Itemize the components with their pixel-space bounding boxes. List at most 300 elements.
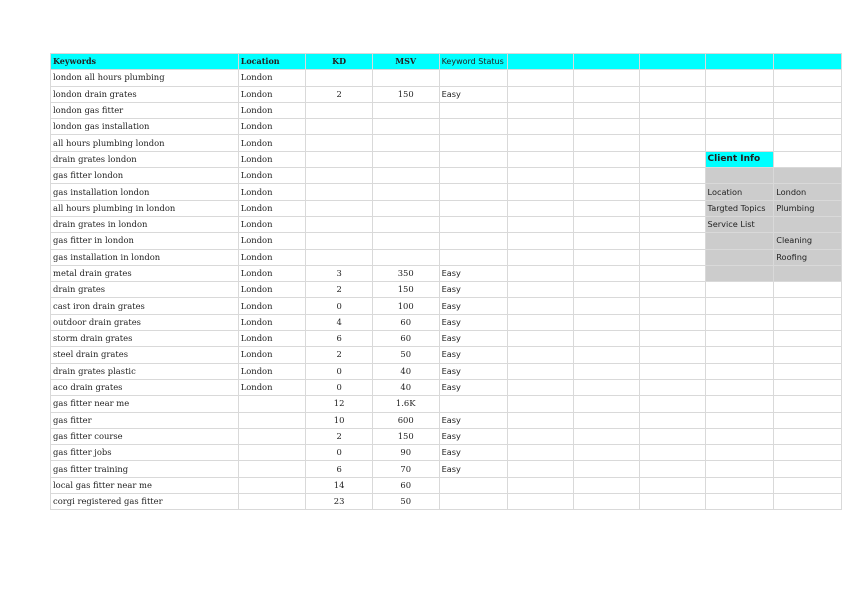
table-row (51, 184, 842, 200)
msv-cell[interactable] (372, 168, 439, 184)
cell[interactable] (774, 54, 842, 70)
cell[interactable] (639, 494, 705, 510)
cell[interactable] (705, 379, 774, 395)
msv-cell[interactable] (372, 102, 439, 118)
keyword-cell[interactable]: drain grates london (51, 151, 239, 167)
location-cell[interactable]: London (238, 347, 306, 363)
cell[interactable] (705, 119, 774, 135)
cell[interactable] (774, 396, 842, 412)
keyword-cell[interactable]: gas fitter london (51, 168, 239, 184)
cell[interactable] (574, 396, 640, 412)
client-info-label[interactable] (705, 233, 774, 249)
keyword-cell[interactable]: aco drain grates (51, 379, 239, 395)
header-location[interactable]: Location (238, 54, 306, 70)
location-cell[interactable]: London (238, 216, 306, 232)
status-cell[interactable] (439, 119, 508, 135)
cell[interactable] (705, 331, 774, 347)
cell[interactable] (574, 412, 640, 428)
keyword-cell[interactable]: drain grates in london (51, 216, 239, 232)
keyword-cell[interactable]: gas fitter near me (51, 396, 239, 412)
cell[interactable] (574, 445, 640, 461)
keyword-cell[interactable]: drain grates plastic (51, 363, 239, 379)
msv-cell[interactable]: 60 (372, 314, 439, 330)
keyword-cell[interactable]: gas installation london (51, 184, 239, 200)
cell[interactable] (639, 54, 705, 70)
keyword-cell[interactable]: all hours plumbing london (51, 135, 239, 151)
cell[interactable] (639, 396, 705, 412)
keyword-cell[interactable]: corgi registered gas fitter (51, 494, 239, 510)
msv-cell[interactable] (372, 70, 439, 86)
cell[interactable] (508, 200, 574, 216)
cell[interactable] (574, 86, 640, 102)
msv-cell[interactable]: 150 (372, 282, 439, 298)
cell[interactable] (508, 282, 574, 298)
cell[interactable] (574, 298, 640, 314)
cell[interactable] (508, 314, 574, 330)
location-cell[interactable]: London (238, 298, 306, 314)
kd-cell[interactable] (306, 119, 372, 135)
table-row (51, 102, 842, 118)
msv-cell[interactable] (372, 233, 439, 249)
cell[interactable] (774, 298, 842, 314)
cell[interactable] (639, 233, 705, 249)
cell[interactable] (574, 135, 640, 151)
cell[interactable] (574, 494, 640, 510)
client-info-value[interactable] (774, 265, 842, 281)
msv-cell[interactable] (372, 216, 439, 232)
cell[interactable] (774, 347, 842, 363)
location-cell[interactable]: London (238, 119, 306, 135)
cell[interactable] (705, 412, 774, 428)
kd-cell[interactable]: 0 (306, 363, 372, 379)
table-row (51, 86, 842, 102)
cell[interactable] (639, 298, 705, 314)
cell[interactable] (574, 477, 640, 493)
kd-cell[interactable]: 4 (306, 314, 372, 330)
table-row (51, 314, 842, 330)
client-info-label[interactable]: Location (705, 184, 774, 200)
msv-cell[interactable]: 100 (372, 298, 439, 314)
client-info-label[interactable] (705, 265, 774, 281)
header-keywords[interactable]: Keywords (51, 54, 239, 70)
cell[interactable] (574, 428, 640, 444)
status-cell[interactable] (439, 184, 508, 200)
kd-cell[interactable]: 0 (306, 379, 372, 395)
status-cell[interactable] (439, 135, 508, 151)
client-info-value[interactable]: Roofing (774, 249, 842, 265)
cell[interactable] (774, 314, 842, 330)
cell[interactable] (639, 379, 705, 395)
status-cell[interactable] (439, 168, 508, 184)
cell[interactable] (508, 135, 574, 151)
location-cell[interactable] (238, 461, 306, 477)
table-row (51, 331, 842, 347)
status-cell[interactable] (439, 477, 508, 493)
kd-cell[interactable] (306, 249, 372, 265)
cell[interactable] (639, 461, 705, 477)
client-info-value[interactable]: Plumbing (774, 200, 842, 216)
cell[interactable] (508, 331, 574, 347)
status-cell[interactable]: Easy (439, 379, 508, 395)
status-cell[interactable] (439, 216, 508, 232)
cell[interactable] (508, 265, 574, 281)
table-row (51, 200, 842, 216)
cell[interactable] (574, 200, 640, 216)
cell[interactable] (774, 379, 842, 395)
cell[interactable] (774, 86, 842, 102)
msv-cell[interactable]: 50 (372, 347, 439, 363)
kd-cell[interactable]: 0 (306, 298, 372, 314)
msv-cell[interactable]: 1.6K (372, 396, 439, 412)
cell[interactable] (705, 428, 774, 444)
status-cell[interactable]: Easy (439, 363, 508, 379)
cell[interactable] (774, 494, 842, 510)
cell[interactable] (774, 477, 842, 493)
status-cell[interactable]: Easy (439, 265, 508, 281)
location-cell[interactable]: London (238, 314, 306, 330)
keyword-cell[interactable]: local gas fitter near me (51, 477, 239, 493)
status-cell[interactable] (439, 151, 508, 167)
header-keyword-status[interactable]: Keyword Status (439, 54, 508, 70)
cell[interactable] (574, 233, 640, 249)
table-row (51, 379, 842, 395)
msv-cell[interactable] (372, 184, 439, 200)
cell[interactable] (774, 102, 842, 118)
client-info-value[interactable]: Cleaning (774, 233, 842, 249)
cell[interactable] (574, 265, 640, 281)
kd-cell[interactable]: 2 (306, 347, 372, 363)
cell[interactable] (508, 298, 574, 314)
keyword-cell[interactable]: gas fitter course (51, 428, 239, 444)
status-cell[interactable] (439, 396, 508, 412)
location-cell[interactable]: London (238, 184, 306, 200)
status-cell[interactable] (439, 200, 508, 216)
location-cell[interactable]: London (238, 233, 306, 249)
header-row (51, 54, 842, 70)
location-cell[interactable] (238, 428, 306, 444)
kd-cell[interactable]: 0 (306, 445, 372, 461)
kd-cell[interactable] (306, 70, 372, 86)
client-info-value[interactable] (774, 168, 842, 184)
status-cell[interactable]: Easy (439, 331, 508, 347)
client-info-title[interactable]: Client Info (705, 151, 774, 167)
cell[interactable] (508, 249, 574, 265)
cell[interactable] (639, 102, 705, 118)
cell[interactable] (705, 102, 774, 118)
msv-cell[interactable] (372, 151, 439, 167)
cell[interactable] (639, 135, 705, 151)
kd-cell[interactable]: 23 (306, 494, 372, 510)
kd-cell[interactable]: 2 (306, 428, 372, 444)
msv-cell[interactable]: 350 (372, 265, 439, 281)
cell[interactable] (574, 379, 640, 395)
cell[interactable] (639, 119, 705, 135)
client-info-label[interactable] (705, 168, 774, 184)
cell[interactable] (705, 298, 774, 314)
cell[interactable] (639, 200, 705, 216)
kd-cell[interactable] (306, 135, 372, 151)
table-row (51, 119, 842, 135)
cell[interactable] (705, 70, 774, 86)
status-cell[interactable]: Easy (439, 314, 508, 330)
cell[interactable] (705, 494, 774, 510)
location-cell[interactable]: London (238, 151, 306, 167)
cell[interactable] (574, 347, 640, 363)
keyword-cell[interactable]: steel drain grates (51, 347, 239, 363)
cell[interactable] (508, 184, 574, 200)
location-cell[interactable]: London (238, 265, 306, 281)
cell[interactable] (705, 86, 774, 102)
kd-cell[interactable]: 12 (306, 396, 372, 412)
cell[interactable] (639, 168, 705, 184)
cell[interactable] (639, 347, 705, 363)
kd-cell[interactable] (306, 200, 372, 216)
keyword-cell[interactable]: london gas installation (51, 119, 239, 135)
keyword-cell[interactable]: london gas fitter (51, 102, 239, 118)
cell[interactable] (639, 265, 705, 281)
location-cell[interactable]: London (238, 249, 306, 265)
cell[interactable] (774, 461, 842, 477)
location-cell[interactable] (238, 396, 306, 412)
cell[interactable] (639, 70, 705, 86)
kd-cell[interactable]: 3 (306, 265, 372, 281)
msv-cell[interactable] (372, 249, 439, 265)
table-row (51, 282, 842, 298)
table-row (51, 151, 842, 167)
cell[interactable] (774, 151, 842, 167)
cell[interactable] (508, 396, 574, 412)
cell[interactable] (508, 412, 574, 428)
cell[interactable] (639, 412, 705, 428)
location-cell[interactable]: London (238, 331, 306, 347)
status-cell[interactable] (439, 494, 508, 510)
cell[interactable] (639, 282, 705, 298)
keyword-cell[interactable]: metal drain grates (51, 265, 239, 281)
kd-cell[interactable]: 6 (306, 461, 372, 477)
client-info-label[interactable]: Targted Topics (705, 200, 774, 216)
kd-cell[interactable]: 2 (306, 282, 372, 298)
kd-cell[interactable] (306, 151, 372, 167)
status-cell[interactable] (439, 249, 508, 265)
msv-cell[interactable] (372, 135, 439, 151)
header-kd[interactable]: KD (306, 54, 372, 70)
cell[interactable] (574, 54, 640, 70)
cell[interactable] (705, 135, 774, 151)
cell[interactable] (639, 216, 705, 232)
keyword-cell[interactable]: london drain grates (51, 86, 239, 102)
kd-cell[interactable]: 10 (306, 412, 372, 428)
location-cell[interactable]: London (238, 135, 306, 151)
location-cell[interactable] (238, 445, 306, 461)
cell[interactable] (639, 249, 705, 265)
location-cell[interactable]: London (238, 102, 306, 118)
table-row (51, 233, 842, 249)
msv-cell[interactable]: 50 (372, 494, 439, 510)
cell[interactable] (508, 102, 574, 118)
status-cell[interactable]: Easy (439, 445, 508, 461)
cell[interactable] (774, 428, 842, 444)
location-cell[interactable] (238, 494, 306, 510)
cell[interactable] (705, 282, 774, 298)
cell[interactable] (508, 70, 574, 86)
cell[interactable] (705, 477, 774, 493)
keyword-cell[interactable]: gas fitter in london (51, 233, 239, 249)
location-cell[interactable]: London (238, 86, 306, 102)
cell[interactable] (508, 428, 574, 444)
status-cell[interactable]: Easy (439, 86, 508, 102)
cell[interactable] (508, 461, 574, 477)
cell[interactable] (639, 428, 705, 444)
cell[interactable] (705, 445, 774, 461)
cell[interactable] (574, 102, 640, 118)
msv-cell[interactable]: 600 (372, 412, 439, 428)
status-cell[interactable] (439, 102, 508, 118)
location-cell[interactable]: London (238, 282, 306, 298)
cell[interactable] (639, 151, 705, 167)
table-row (51, 445, 842, 461)
msv-cell[interactable]: 90 (372, 445, 439, 461)
location-cell[interactable]: London (238, 70, 306, 86)
cell[interactable] (574, 168, 640, 184)
status-cell[interactable]: Easy (439, 428, 508, 444)
kd-cell[interactable] (306, 168, 372, 184)
keyword-cell[interactable]: cast iron drain grates (51, 298, 239, 314)
table-row (51, 298, 842, 314)
cell[interactable] (574, 119, 640, 135)
cell[interactable] (574, 216, 640, 232)
cell[interactable] (574, 184, 640, 200)
cell[interactable] (508, 363, 574, 379)
status-cell[interactable]: Easy (439, 461, 508, 477)
cell[interactable] (574, 331, 640, 347)
msv-cell[interactable]: 40 (372, 379, 439, 395)
cell[interactable] (774, 70, 842, 86)
cell[interactable] (639, 314, 705, 330)
cell[interactable] (508, 347, 574, 363)
msv-cell[interactable]: 40 (372, 363, 439, 379)
location-cell[interactable]: London (238, 200, 306, 216)
msv-cell[interactable] (372, 119, 439, 135)
msv-cell[interactable]: 150 (372, 428, 439, 444)
client-info-value[interactable]: London (774, 184, 842, 200)
cell[interactable] (508, 216, 574, 232)
msv-cell[interactable]: 60 (372, 331, 439, 347)
cell[interactable] (774, 445, 842, 461)
cell[interactable] (705, 363, 774, 379)
keyword-cell[interactable]: gas fitter jobs (51, 445, 239, 461)
keyword-cell[interactable]: london all hours plumbing (51, 70, 239, 86)
cell[interactable] (774, 119, 842, 135)
cell[interactable] (508, 168, 574, 184)
status-cell[interactable]: Easy (439, 282, 508, 298)
table-row (51, 494, 842, 510)
kd-cell[interactable] (306, 233, 372, 249)
keyword-cell[interactable]: outdoor drain grates (51, 314, 239, 330)
location-cell[interactable] (238, 477, 306, 493)
cell[interactable] (508, 119, 574, 135)
kd-cell[interactable] (306, 184, 372, 200)
location-cell[interactable]: London (238, 379, 306, 395)
cell[interactable] (705, 54, 774, 70)
status-cell[interactable]: Easy (439, 298, 508, 314)
location-cell[interactable] (238, 412, 306, 428)
cell[interactable] (774, 363, 842, 379)
cell[interactable] (639, 331, 705, 347)
kd-cell[interactable]: 2 (306, 86, 372, 102)
client-info-label[interactable]: Service List (705, 216, 774, 232)
cell[interactable] (574, 249, 640, 265)
status-cell[interactable] (439, 70, 508, 86)
keyword-cell[interactable]: drain grates (51, 282, 239, 298)
cell[interactable] (774, 412, 842, 428)
cell[interactable] (705, 461, 774, 477)
location-cell[interactable]: London (238, 168, 306, 184)
keyword-cell[interactable]: gas fitter (51, 412, 239, 428)
keyword-cell[interactable]: gas installation in london (51, 249, 239, 265)
cell[interactable] (774, 282, 842, 298)
header-msv[interactable]: MSV (372, 54, 439, 70)
keyword-cell[interactable]: all hours plumbing in london (51, 200, 239, 216)
cell[interactable] (639, 184, 705, 200)
cell[interactable] (574, 282, 640, 298)
location-cell[interactable]: London (238, 363, 306, 379)
table-row (51, 461, 842, 477)
cell[interactable] (508, 233, 574, 249)
cell[interactable] (508, 494, 574, 510)
cell[interactable] (508, 86, 574, 102)
keyword-cell[interactable]: storm drain grates (51, 331, 239, 347)
cell[interactable] (508, 151, 574, 167)
cell[interactable] (508, 379, 574, 395)
kd-cell[interactable]: 14 (306, 477, 372, 493)
table-row (51, 168, 842, 184)
kd-cell[interactable] (306, 102, 372, 118)
client-info-value[interactable] (774, 216, 842, 232)
status-cell[interactable]: Easy (439, 412, 508, 428)
cell[interactable] (705, 314, 774, 330)
cell[interactable] (639, 363, 705, 379)
kd-cell[interactable]: 6 (306, 331, 372, 347)
cell[interactable] (508, 54, 574, 70)
keyword-cell[interactable]: gas fitter training (51, 461, 239, 477)
cell[interactable] (508, 477, 574, 493)
cell[interactable] (705, 396, 774, 412)
cell[interactable] (639, 477, 705, 493)
msv-cell[interactable]: 70 (372, 461, 439, 477)
cell[interactable] (639, 86, 705, 102)
cell[interactable] (639, 445, 705, 461)
status-cell[interactable] (439, 233, 508, 249)
cell[interactable] (508, 445, 574, 461)
cell[interactable] (574, 363, 640, 379)
cell[interactable] (705, 347, 774, 363)
msv-cell[interactable] (372, 200, 439, 216)
table-row (51, 477, 842, 493)
cell[interactable] (774, 331, 842, 347)
cell[interactable] (574, 151, 640, 167)
client-info-label[interactable] (705, 249, 774, 265)
status-cell[interactable]: Easy (439, 347, 508, 363)
cell[interactable] (574, 461, 640, 477)
cell[interactable] (574, 70, 640, 86)
msv-cell[interactable]: 60 (372, 477, 439, 493)
cell[interactable] (774, 135, 842, 151)
msv-cell[interactable]: 150 (372, 86, 439, 102)
spreadsheet-grid (50, 53, 842, 510)
kd-cell[interactable] (306, 216, 372, 232)
table-row (51, 412, 842, 428)
cell[interactable] (574, 314, 640, 330)
